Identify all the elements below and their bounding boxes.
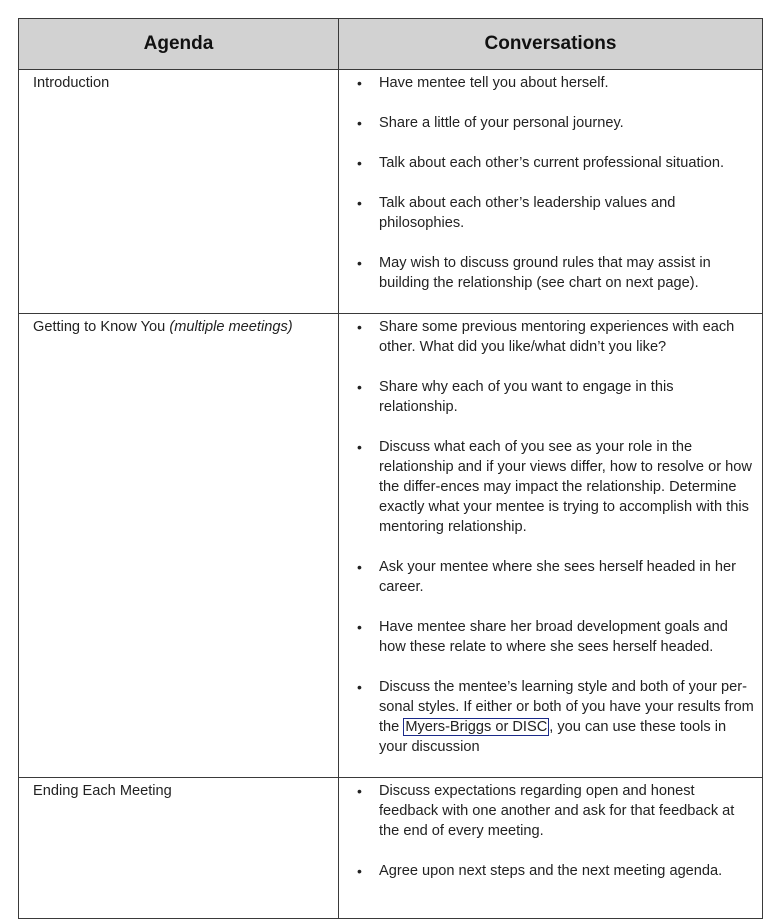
list-item <box>357 317 756 357</box>
list-item <box>357 377 756 417</box>
bullet-icon: • <box>357 195 362 211</box>
bullet-icon: • <box>357 379 362 395</box>
item-text: Ask your mentee where she sees herself headed in her career. <box>379 559 736 595</box>
list-item <box>357 781 756 841</box>
list-item <box>357 113 756 133</box>
agenda-cell <box>19 314 339 778</box>
myers-briggs-link[interactable]: Myers-Briggs or DISC <box>405 719 548 735</box>
conversations-cell <box>339 778 763 919</box>
agenda-cell <box>19 778 339 919</box>
bullet-icon: • <box>357 439 362 455</box>
agenda-header: Agenda <box>19 19 339 70</box>
item-text: Discuss expectations regarding open and honest feedback with one another and ask for that feedback at the end of every meeting. <box>379 783 735 839</box>
list-item <box>357 861 756 881</box>
agenda-table <box>18 18 763 919</box>
item-text: Share some previous mentoring experiences with each other. What did you like/what didn’t you like? <box>379 319 735 355</box>
item-text: Agree upon next steps and the next meeting agenda. <box>379 863 723 879</box>
table-row <box>19 778 763 919</box>
item-text: Discuss what each of you see as your role in the relationship and if your views differ, how to resolve or how the differ-ences may impact the relationship. Determine exactly what your mentee is trying to accomplish with this mentoring relationship. <box>379 439 752 535</box>
item-text: Discuss the mentee’s learning style and both of your per-sonal styles. If either or both of you have your results from the <box>379 679 754 735</box>
agenda-label: Introduction <box>33 75 110 91</box>
conversation-list <box>357 781 756 881</box>
bullet-icon: • <box>357 863 362 879</box>
bullet-icon: • <box>357 115 362 131</box>
list-item <box>357 557 756 597</box>
agenda-note: (multiple meetings) <box>169 319 293 335</box>
conversations-cell <box>339 314 763 778</box>
table-row <box>19 70 763 314</box>
bullet-icon: • <box>357 75 362 91</box>
conversation-list <box>357 317 756 757</box>
list-item <box>357 677 756 757</box>
bullet-icon: • <box>357 783 362 799</box>
item-text: Share a little of your personal journey. <box>379 115 624 131</box>
conversations-cell <box>339 70 763 314</box>
bullet-icon: • <box>357 319 362 335</box>
list-item <box>357 437 756 537</box>
agenda-label: Getting to Know You <box>33 319 166 335</box>
agenda-label: Ending Each Meeting <box>33 783 172 799</box>
item-text: May wish to discuss ground rules that may assist in building the relationship (see chart on next page). <box>379 255 711 291</box>
table-row <box>19 314 763 778</box>
item-text: , you can use these tools in your discussion <box>379 719 727 755</box>
item-text: Have mentee share her broad development goals and how these relate to where she sees herself headed. <box>379 619 728 655</box>
list-item <box>357 193 756 233</box>
item-text: Talk about each other’s leadership values and philosophies. <box>379 195 676 231</box>
item-text: Talk about each other’s current professional situation. <box>379 155 725 171</box>
header-row <box>19 19 763 70</box>
list-item <box>357 617 756 657</box>
bullet-icon: • <box>357 155 362 171</box>
list-item <box>357 253 756 293</box>
item-text: Share why each of you want to engage in this relationship. <box>379 379 674 415</box>
bullet-icon: • <box>357 679 362 695</box>
bullet-icon: • <box>357 559 362 575</box>
list-item <box>357 73 756 93</box>
bullet-icon: • <box>357 255 362 271</box>
item-text: Have mentee tell you about herself. <box>379 75 609 91</box>
conversation-list <box>357 73 756 293</box>
list-item <box>357 153 756 173</box>
conversations-header: Conversations <box>339 19 763 70</box>
agenda-cell <box>19 70 339 314</box>
bullet-icon: • <box>357 619 362 635</box>
